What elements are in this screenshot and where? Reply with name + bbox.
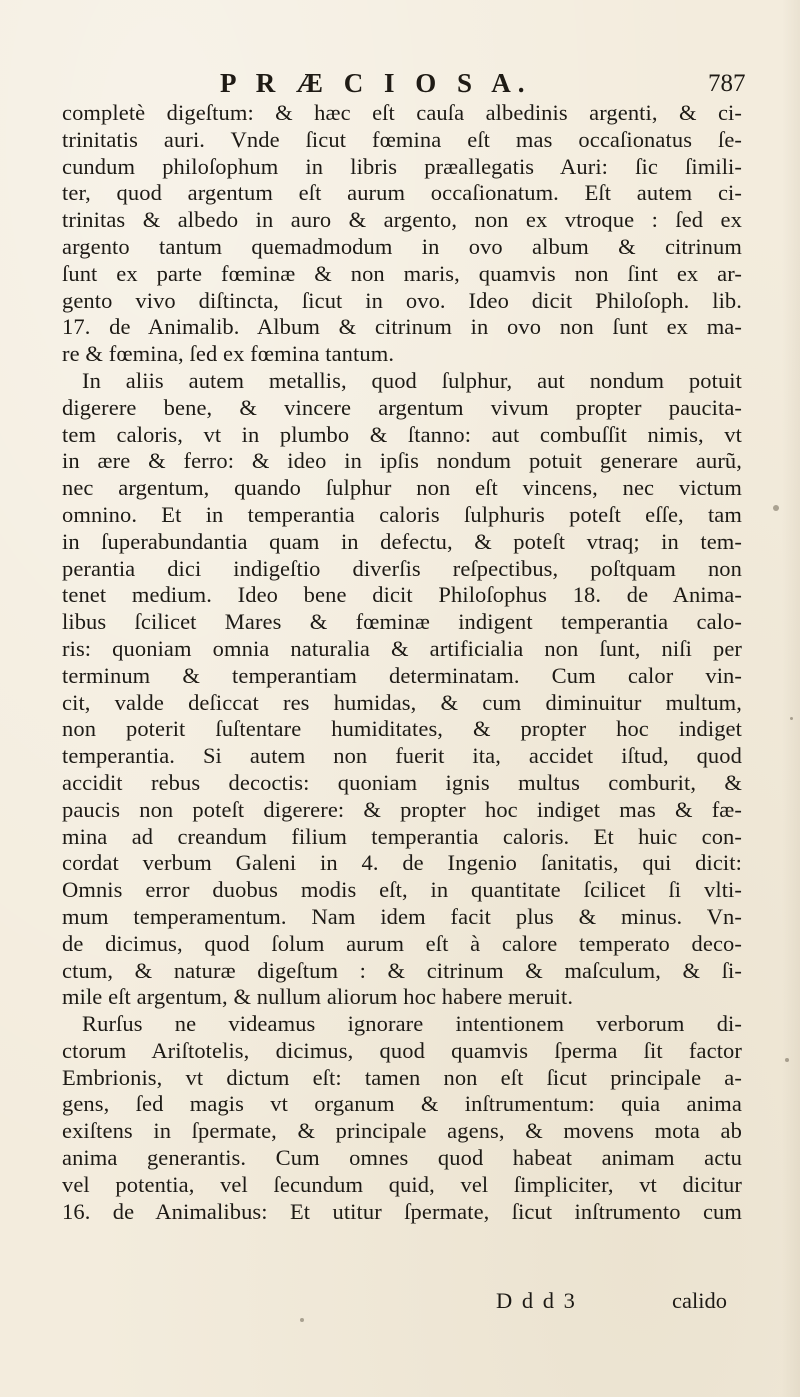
text-line: exiſtens in ſpermate, & principale agens, & movens mota ab [62, 1118, 742, 1144]
text-line: vel potentia, vel ſecundum quid, vel ſimpliciter, vt dicitur [62, 1171, 742, 1197]
text-line: in ære & ferro: & ideo in ipſis nondum potuit generare aurũ, [62, 448, 742, 474]
text-line: Embrionis, vt dictum eſt: tamen non eſt ſicut principale a- [62, 1064, 742, 1090]
text-line: ter, quod argentum eſt aurum occaſionatum. Eſt autem ci- [62, 180, 742, 206]
text-line: accidit rebus decoctis: quoniam ignis multus comburit, & [62, 769, 742, 795]
page-number: 787 [708, 70, 746, 97]
paragraph-start-line: Rurſus ne videamus ignorare intentionem verborum di- [82, 1011, 742, 1037]
text-line: de dicimus, quod ſolum aurum eſt à calore temperato deco- [62, 930, 742, 956]
running-head: P R Æ C I O S A. [220, 68, 532, 98]
catchword: calido [672, 1288, 727, 1313]
text-line: 16. de Animalibus: Et utitur ſpermate, ſicut inſtrumento cum [62, 1198, 742, 1224]
text-line: ctum, & naturæ digeſtum : & citrinum & maſculum, & ſi- [62, 957, 742, 983]
page-footer [0, 1288, 800, 1318]
paper-speck [785, 1058, 789, 1062]
text-line: cit, valde deſiccat res humidas, & cum diminuitur multum, [62, 689, 742, 715]
text-line: ctorum Ariſtotelis, dicimus, quod quamvis ſperma ſit factor [62, 1037, 742, 1063]
paper-speck [300, 1318, 304, 1322]
text-line: in ſuperabundantia quam in defectu, & poteſt vtraq; in tem- [62, 528, 742, 554]
text-line: mina ad creandum filium temperantia caloris. Et huic con- [62, 823, 742, 849]
text-line: trinitas & albedo in auro & argento, non ex vtroque : ſed ex [62, 207, 742, 233]
text-line: re & fœmina, ſed ex fœmina tantum. [62, 341, 395, 367]
text-line: nec argentum, quando ſulphur non eſt vincens, nec victum [62, 475, 742, 501]
text-line: mum temperamentum. Nam idem facit plus & minus. Vn- [62, 903, 742, 929]
text-line: argento tantum quemadmodum in ovo album & citrinum [62, 233, 742, 259]
text-line: omnino. Et in temperantia caloris ſulphuris poteſt eſſe, tam [62, 501, 742, 527]
text-line: cundum philoſophum in libris præallegatis Auri: ſic ſimili- [62, 153, 742, 179]
paper-speck [773, 505, 779, 511]
text-line: terminum & temperantiam determinatam. Cum calor vin- [62, 662, 742, 688]
signature-mark: D d d 3 [496, 1288, 577, 1313]
text-line: paucis non poteſt digerere: & propter hoc indiget mas & fæ- [62, 796, 742, 822]
page-edge-shadow [782, 0, 800, 1397]
text-line: cordat verbum Galeni in 4. de Ingenio ſanitatis, qui dicit: [62, 850, 742, 876]
text-line: libus ſcilicet Mares & fœminæ indigent temperantia calo- [62, 609, 742, 635]
text-line: Omnis error duobus modis eſt, in quantitate ſcilicet ſi vlti- [62, 877, 742, 903]
text-line: gens, ſed magis vt organum & inſtrumentum: quia anima [62, 1091, 742, 1117]
text-line: anima generantis. Cum omnes quod habeat animam actu [62, 1145, 742, 1171]
text-line: gento vivo diſtincta, ſicut in ovo. Ideo dicit Philoſoph. lib. [62, 287, 742, 313]
text-line: completè digeſtum: & hæc eſt cauſa albedinis argenti, & ci- [62, 100, 742, 125]
text-line: mile eſt argentum, & nullum aliorum hoc habere meruit. [62, 984, 574, 1010]
text-line: tem caloris, vt in plumbo & ſtanno: aut combuſſit nimis, vt [62, 421, 742, 447]
text-line: trinitatis auri. Vnde ſicut fœmina eſt mas occaſionatus ſe- [62, 126, 742, 152]
text-line: digerere bene, & vincere argentum vivum propter paucita- [62, 394, 742, 420]
paragraph-start-line: In aliis autem metallis, quod ſulphur, aut nondum potuit [82, 367, 742, 393]
text-line: ſunt ex parte fœminæ & non maris, quamvis non ſint ex ar- [62, 260, 742, 286]
paper-speck [790, 717, 793, 720]
text-line: perantia dici indigeſtio diverſis reſpectibus, poſtquam non [62, 555, 742, 581]
text-line: temperantia. Si autem non fuerit ita, accidet iſtud, quod [62, 743, 742, 769]
body-text [62, 100, 742, 1225]
text-line: ris: quoniam omnia naturalia & artificialia non ſunt, niſi per [62, 635, 742, 661]
text-line: tenet medium. Ideo bene dicit Philoſophus 18. de Anima- [62, 582, 742, 608]
text-line: 17. de Animalib. Album & citrinum in ovo non ſunt ex ma- [62, 314, 742, 340]
text-line: non poterit ſuſtentare humiditates, & propter hoc indiget [62, 716, 742, 742]
